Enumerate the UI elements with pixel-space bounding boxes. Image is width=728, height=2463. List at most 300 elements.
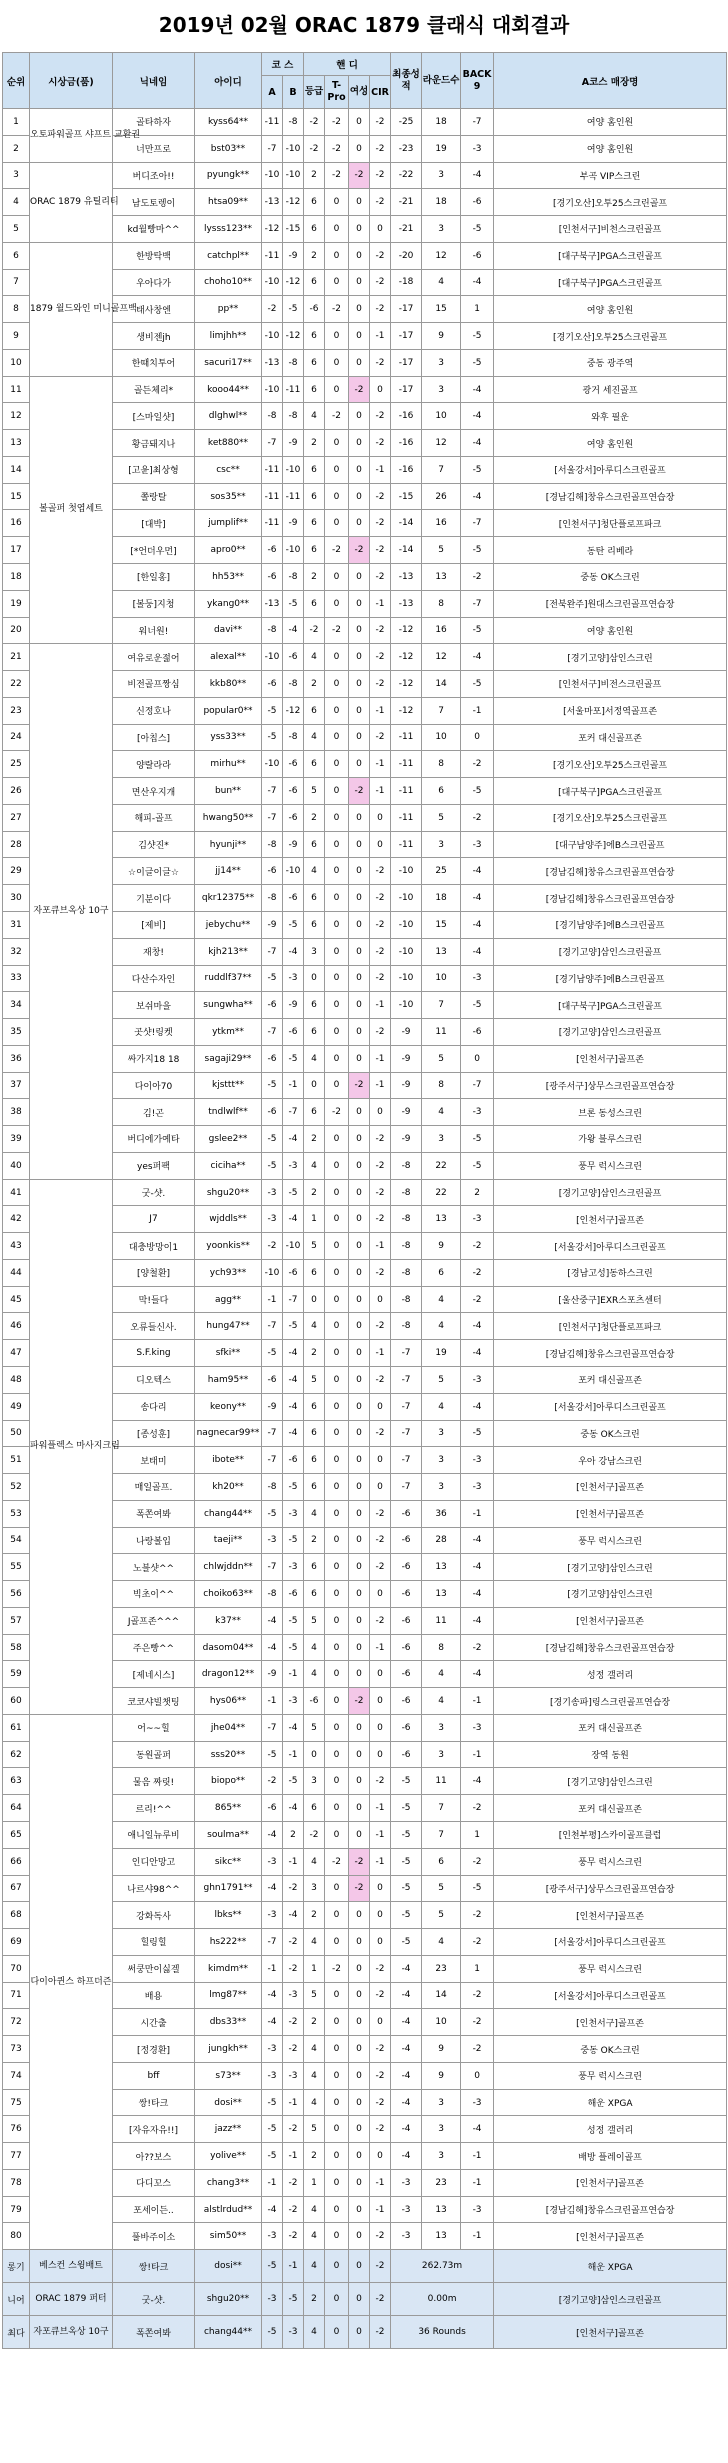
female-cell: 0 [349, 242, 370, 269]
female-cell: -2 [349, 778, 370, 805]
award-prize-cell: ORAC 1879 퍼터 [30, 2283, 113, 2316]
tpro-cell: 0 [325, 1661, 349, 1688]
course-a-cell: -6 [262, 1099, 283, 1126]
final-score-cell: -4 [391, 2062, 422, 2089]
course-a-cell: -9 [262, 911, 283, 938]
grade-cell: 2 [304, 1179, 325, 1206]
grade-cell: 4 [304, 2223, 325, 2250]
store-cell: 여양 홈인원 [494, 296, 727, 323]
rounds-cell: 5 [422, 1366, 461, 1393]
course-a-cell: -8 [262, 885, 283, 912]
rounds-cell: 10 [422, 965, 461, 992]
rank-cell: 59 [3, 1661, 30, 1688]
user-id-cell: choiko63** [195, 1581, 262, 1608]
rank-cell: 10 [3, 349, 30, 376]
tpro-cell: 0 [325, 1072, 349, 1099]
rank-cell: 23 [3, 697, 30, 724]
award-course-a-cell: -5 [262, 2250, 283, 2283]
female-cell: 0 [349, 804, 370, 831]
final-score-cell: -5 [391, 1929, 422, 1956]
grade-cell: 4 [304, 2196, 325, 2223]
back9-cell: -5 [461, 1152, 494, 1179]
rounds-cell: 9 [422, 1233, 461, 1260]
nickname-cell: [대박] [113, 510, 195, 537]
back9-cell: -3 [461, 2089, 494, 2116]
cir-cell: -1 [370, 751, 391, 778]
award-grade-cell: 4 [304, 2250, 325, 2283]
tpro-cell: 0 [325, 1714, 349, 1741]
final-score-cell: -8 [391, 1152, 422, 1179]
store-cell: [인천서구]청단플로프파크 [494, 510, 727, 537]
course-a-cell: -4 [262, 1634, 283, 1661]
female-cell: 0 [349, 1661, 370, 1688]
table-row [3, 109, 727, 136]
back9-cell: -4 [461, 2116, 494, 2143]
rounds-cell: 9 [422, 2036, 461, 2063]
cir-cell: -1 [370, 2169, 391, 2196]
female-cell: 0 [349, 1955, 370, 1982]
store-cell: [경기남양주]에B스크린골프 [494, 911, 727, 938]
grade-cell: 2 [304, 1126, 325, 1153]
final-score-cell: -8 [391, 1179, 422, 1206]
rounds-cell: 13 [422, 1581, 461, 1608]
tpro-cell: 0 [325, 1313, 349, 1340]
back9-cell: -7 [461, 590, 494, 617]
cir-cell: 0 [370, 1929, 391, 1956]
final-score-cell: -13 [391, 590, 422, 617]
award-prize-cell: 자포큐브옥상 10구 [30, 2316, 113, 2349]
back9-cell: -2 [461, 1233, 494, 1260]
grade-cell: 5 [304, 2116, 325, 2143]
female-cell: 0 [349, 1500, 370, 1527]
female-cell: 0 [349, 1393, 370, 1420]
user-id-cell: kjh213** [195, 938, 262, 965]
user-id-cell: ykang0** [195, 590, 262, 617]
tpro-cell: 0 [325, 2223, 349, 2250]
cir-cell: -1 [370, 323, 391, 350]
store-cell: 해운 XPGA [494, 2089, 727, 2116]
store-cell: 여양 홈인원 [494, 135, 727, 162]
user-id-cell: ych93** [195, 1259, 262, 1286]
rounds-cell: 3 [422, 162, 461, 189]
course-b-cell: -4 [283, 1366, 304, 1393]
nickname-cell: 어~~힐 [113, 1714, 195, 1741]
tpro-cell: 0 [325, 1768, 349, 1795]
rank-cell: 49 [3, 1393, 30, 1420]
tpro-cell: -2 [325, 617, 349, 644]
rounds-cell: 26 [422, 483, 461, 510]
rank-cell: 46 [3, 1313, 30, 1340]
header-course-b: B [283, 76, 304, 109]
back9-cell: 0 [461, 2062, 494, 2089]
back9-cell: -2 [461, 1286, 494, 1313]
store-cell: [경기고양]삼인스크린골프 [494, 1179, 727, 1206]
tpro-cell: 0 [325, 858, 349, 885]
female-cell: 0 [349, 1420, 370, 1447]
award-course-a-cell: -3 [262, 2283, 283, 2316]
back9-cell: -5 [461, 778, 494, 805]
tpro-cell: 0 [325, 349, 349, 376]
award-female-cell: 0 [349, 2316, 370, 2349]
rank-cell: 27 [3, 804, 30, 831]
cir-cell: 0 [370, 376, 391, 403]
nickname-cell: 써쿵만이싫겔 [113, 1955, 195, 1982]
tpro-cell: 0 [325, 510, 349, 537]
grade-cell: 6 [304, 992, 325, 1019]
course-b-cell: -3 [283, 2062, 304, 2089]
course-a-cell: -10 [262, 162, 283, 189]
female-cell: -2 [349, 162, 370, 189]
store-cell: [인천서구]골프존 [494, 2169, 727, 2196]
tpro-cell: 0 [325, 1366, 349, 1393]
grade-cell: 0 [304, 1286, 325, 1313]
user-id-cell: choho10** [195, 269, 262, 296]
nickname-cell: [스마일샷] [113, 403, 195, 430]
rounds-cell: 16 [422, 510, 461, 537]
store-cell: [인천부평]스카이골프클럽 [494, 1822, 727, 1849]
tpro-cell: 0 [325, 1795, 349, 1822]
female-cell: 0 [349, 590, 370, 617]
rounds-cell: 4 [422, 1099, 461, 1126]
grade-cell: 2 [304, 1340, 325, 1367]
rank-cell: 7 [3, 269, 30, 296]
nickname-cell: 인디안망고 [113, 1848, 195, 1875]
store-cell: [경기오산]오투25스크린골프 [494, 323, 727, 350]
course-a-cell: -5 [262, 965, 283, 992]
rank-cell: 73 [3, 2036, 30, 2063]
nickname-cell: J7 [113, 1206, 195, 1233]
rank-cell: 58 [3, 1634, 30, 1661]
female-cell: 0 [349, 1741, 370, 1768]
final-score-cell: -6 [391, 1527, 422, 1554]
nickname-cell: 강화독사 [113, 1902, 195, 1929]
course-a-cell: -5 [262, 1152, 283, 1179]
user-id-cell: ket880** [195, 430, 262, 457]
female-cell: -2 [349, 1688, 370, 1715]
rank-cell: 43 [3, 1233, 30, 1260]
grade-cell: 6 [304, 1019, 325, 1046]
rounds-cell: 3 [422, 1474, 461, 1501]
back9-cell: -3 [461, 965, 494, 992]
back9-cell: -4 [461, 1393, 494, 1420]
tpro-cell: 0 [325, 1875, 349, 1902]
store-cell: [경기고양]삼인스크린 [494, 644, 727, 671]
store-cell: 배방 플레이골프 [494, 2143, 727, 2170]
grade-cell: 4 [304, 403, 325, 430]
tpro-cell: 0 [325, 242, 349, 269]
table-row [3, 644, 727, 671]
rank-cell: 11 [3, 376, 30, 403]
female-cell: 0 [349, 938, 370, 965]
rank-cell: 79 [3, 2196, 30, 2223]
rounds-cell: 5 [422, 537, 461, 564]
cir-cell: -2 [370, 1313, 391, 1340]
back9-cell: -2 [461, 1848, 494, 1875]
course-b-cell: -2 [283, 1929, 304, 1956]
rank-cell: 35 [3, 1019, 30, 1046]
nickname-cell: 힐링힐 [113, 1929, 195, 1956]
grade-cell: 2 [304, 804, 325, 831]
back9-cell: -4 [461, 1768, 494, 1795]
grade-cell: 6 [304, 537, 325, 564]
store-cell: [인천서구]골프존 [494, 1474, 727, 1501]
award-nickname-cell: 굿-샷. [113, 2283, 195, 2316]
store-cell: 부곡 VIP스크린 [494, 162, 727, 189]
female-cell: 0 [349, 1045, 370, 1072]
back9-cell: -5 [461, 1126, 494, 1153]
final-score-cell: -10 [391, 885, 422, 912]
rank-cell: 57 [3, 1607, 30, 1634]
course-a-cell: -4 [262, 2009, 283, 2036]
female-cell: 0 [349, 858, 370, 885]
course-b-cell: -6 [283, 1259, 304, 1286]
grade-cell: 4 [304, 1634, 325, 1661]
female-cell: 0 [349, 2143, 370, 2170]
final-score-cell: -4 [391, 1955, 422, 1982]
grade-cell: 6 [304, 590, 325, 617]
user-id-cell: jj14** [195, 858, 262, 885]
tpro-cell: 0 [325, 1206, 349, 1233]
user-id-cell: limjhh** [195, 323, 262, 350]
user-id-cell: sfki** [195, 1340, 262, 1367]
back9-cell: 0 [461, 724, 494, 751]
cir-cell: -2 [370, 1607, 391, 1634]
course-b-cell: -1 [283, 2089, 304, 2116]
female-cell: 0 [349, 831, 370, 858]
user-id-cell: ham95** [195, 1366, 262, 1393]
nickname-cell: kd월빵마^^ [113, 216, 195, 243]
user-id-cell: kjsttt** [195, 1072, 262, 1099]
cir-cell: -2 [370, 1126, 391, 1153]
final-score-cell: -7 [391, 1447, 422, 1474]
course-b-cell: -5 [283, 1527, 304, 1554]
nickname-cell: ☆이글이글☆ [113, 858, 195, 885]
user-id-cell: mirhu** [195, 751, 262, 778]
cir-cell: -1 [370, 992, 391, 1019]
nickname-cell: [*언더우먼] [113, 537, 195, 564]
back9-cell: -3 [461, 1474, 494, 1501]
rounds-cell: 5 [422, 1875, 461, 1902]
user-id-cell: sagaji29** [195, 1045, 262, 1072]
grade-cell: -2 [304, 109, 325, 136]
rank-cell: 34 [3, 992, 30, 1019]
rank-cell: 28 [3, 831, 30, 858]
female-cell: 0 [349, 724, 370, 751]
back9-cell: -3 [461, 1447, 494, 1474]
store-cell: 포커 대신골프존 [494, 1795, 727, 1822]
course-b-cell: -12 [283, 269, 304, 296]
course-a-cell: -11 [262, 456, 283, 483]
rounds-cell: 3 [422, 2089, 461, 2116]
rank-cell: 15 [3, 483, 30, 510]
store-cell: 여양 홈인원 [494, 109, 727, 136]
rank-cell: 69 [3, 1929, 30, 1956]
grade-cell: 6 [304, 1420, 325, 1447]
tpro-cell: 0 [325, 1688, 349, 1715]
female-cell: 0 [349, 1902, 370, 1929]
tpro-cell: 0 [325, 1447, 349, 1474]
rounds-cell: 7 [422, 456, 461, 483]
course-a-cell: -10 [262, 269, 283, 296]
nickname-cell: 싸가지18 18 [113, 1045, 195, 1072]
cir-cell: -2 [370, 135, 391, 162]
final-score-cell: -4 [391, 2009, 422, 2036]
course-a-cell: -7 [262, 1313, 283, 1340]
back9-cell: -5 [461, 216, 494, 243]
nickname-cell: [제비] [113, 911, 195, 938]
final-score-cell: -8 [391, 1206, 422, 1233]
store-cell: 포커 대신골프존 [494, 1714, 727, 1741]
tpro-cell: 0 [325, 430, 349, 457]
female-cell: -2 [349, 376, 370, 403]
grade-cell: -6 [304, 296, 325, 323]
final-score-cell: -10 [391, 965, 422, 992]
course-b-cell: -4 [283, 1795, 304, 1822]
course-b-cell: -5 [283, 1634, 304, 1661]
cir-cell: -2 [370, 1527, 391, 1554]
course-b-cell: -5 [283, 1313, 304, 1340]
tpro-cell: 0 [325, 1393, 349, 1420]
store-cell: [울산중구]EXR스포츠센터 [494, 1286, 727, 1313]
female-cell: 0 [349, 109, 370, 136]
user-id-cell: chlwjddn** [195, 1554, 262, 1581]
final-score-cell: -8 [391, 1286, 422, 1313]
nickname-cell: 빅초이^^ [113, 1581, 195, 1608]
course-b-cell: -10 [283, 456, 304, 483]
grade-cell: 5 [304, 1982, 325, 2009]
user-id-cell: ibote** [195, 1447, 262, 1474]
rank-cell: 65 [3, 1822, 30, 1849]
tpro-cell: 0 [325, 1019, 349, 1046]
rank-cell: 32 [3, 938, 30, 965]
female-cell: 0 [349, 911, 370, 938]
rounds-cell: 13 [422, 938, 461, 965]
tpro-cell: 0 [325, 2036, 349, 2063]
female-cell: 0 [349, 1099, 370, 1126]
tpro-cell: -2 [325, 1099, 349, 1126]
nickname-cell: 나르샤98^^ [113, 1875, 195, 1902]
user-id-cell: jazz** [195, 2116, 262, 2143]
nickname-cell: 다산수자인 [113, 965, 195, 992]
nickname-cell: 한방탁백 [113, 242, 195, 269]
cir-cell: -1 [370, 1045, 391, 1072]
grade-cell: 6 [304, 376, 325, 403]
back9-cell: -4 [461, 1340, 494, 1367]
tpro-cell: 0 [325, 965, 349, 992]
course-a-cell: -1 [262, 1955, 283, 1982]
store-cell: [인천서구]비전스크린골프 [494, 671, 727, 698]
user-id-cell: taeji** [195, 1527, 262, 1554]
sponsor-cell: 파워플렉스 마사지크림 [30, 1179, 113, 1714]
tpro-cell: 0 [325, 1982, 349, 2009]
rounds-cell: 25 [422, 858, 461, 885]
user-id-cell: wjddls** [195, 1206, 262, 1233]
sponsor-cell: ORAC 1879 유틸리티 [30, 162, 113, 242]
final-score-cell: -7 [391, 1366, 422, 1393]
nickname-cell: [제네시스] [113, 1661, 195, 1688]
female-cell: 0 [349, 617, 370, 644]
course-b-cell: -5 [283, 590, 304, 617]
course-a-cell: -2 [262, 296, 283, 323]
page-title: 2019년 02월 ORAC 1879 클래식 대회결과 [158, 13, 570, 37]
rank-cell: 33 [3, 965, 30, 992]
tpro-cell: -2 [325, 135, 349, 162]
tpro-cell: 0 [325, 2009, 349, 2036]
nickname-cell: 버디조아!! [113, 162, 195, 189]
rounds-cell: 13 [422, 564, 461, 591]
rounds-cell: 19 [422, 1340, 461, 1367]
back9-cell: -5 [461, 456, 494, 483]
store-cell: [대구북구]PGA스크린골프 [494, 269, 727, 296]
cir-cell: -2 [370, 724, 391, 751]
table-row [3, 162, 727, 189]
user-id-cell: chang44** [195, 1500, 262, 1527]
final-score-cell: -6 [391, 1688, 422, 1715]
grade-cell: 0 [304, 965, 325, 992]
nickname-cell: [종성훈] [113, 1420, 195, 1447]
results-table [2, 52, 727, 2349]
award-course-b-cell: -5 [283, 2283, 304, 2316]
female-cell: 0 [349, 189, 370, 216]
rank-cell: 8 [3, 296, 30, 323]
award-nickname-cell: 쌍!타크 [113, 2250, 195, 2283]
nickname-cell: [한일홍] [113, 564, 195, 591]
rounds-cell: 8 [422, 1072, 461, 1099]
course-a-cell: -3 [262, 2062, 283, 2089]
rounds-cell: 3 [422, 376, 461, 403]
female-cell: 0 [349, 1822, 370, 1849]
store-cell: [경기오산]오투25스크린골프 [494, 751, 727, 778]
cir-cell: 0 [370, 1902, 391, 1929]
cir-cell: 0 [370, 1875, 391, 1902]
course-b-cell: -1 [283, 1661, 304, 1688]
user-id-cell: tndlwlf** [195, 1099, 262, 1126]
user-id-cell: hs222** [195, 1929, 262, 1956]
back9-cell: -4 [461, 1661, 494, 1688]
rank-cell: 76 [3, 2116, 30, 2143]
female-cell: 0 [349, 1607, 370, 1634]
grade-cell: 1 [304, 2169, 325, 2196]
nickname-cell: S.F.king [113, 1340, 195, 1367]
nickname-cell: 다디꼬스 [113, 2169, 195, 2196]
cir-cell: -2 [370, 911, 391, 938]
final-score-cell: -4 [391, 2143, 422, 2170]
back9-cell: -1 [461, 1688, 494, 1715]
final-score-cell: -5 [391, 1902, 422, 1929]
back9-cell: -4 [461, 1527, 494, 1554]
course-b-cell: -4 [283, 617, 304, 644]
cir-cell: -2 [370, 1366, 391, 1393]
final-score-cell: -18 [391, 269, 422, 296]
rank-cell: 62 [3, 1741, 30, 1768]
course-a-cell: -7 [262, 938, 283, 965]
female-cell: 0 [349, 1929, 370, 1956]
table-row [3, 1179, 727, 1206]
grade-cell: 2 [304, 2143, 325, 2170]
user-id-cell: dasom04** [195, 1634, 262, 1661]
sponsor-cell: 다이아퀸스 하프더즌 [30, 1714, 113, 2249]
tpro-cell: 0 [325, 216, 349, 243]
award-prize-cell: 베스컨 스윙배트 [30, 2250, 113, 2283]
final-score-cell: -3 [391, 2196, 422, 2223]
rank-cell: 74 [3, 2062, 30, 2089]
tpro-cell: 0 [325, 2116, 349, 2143]
tpro-cell: 0 [325, 2062, 349, 2089]
rank-cell: 44 [3, 1259, 30, 1286]
cir-cell: 0 [370, 216, 391, 243]
user-id-cell: keony** [195, 1393, 262, 1420]
course-b-cell: -1 [283, 1741, 304, 1768]
